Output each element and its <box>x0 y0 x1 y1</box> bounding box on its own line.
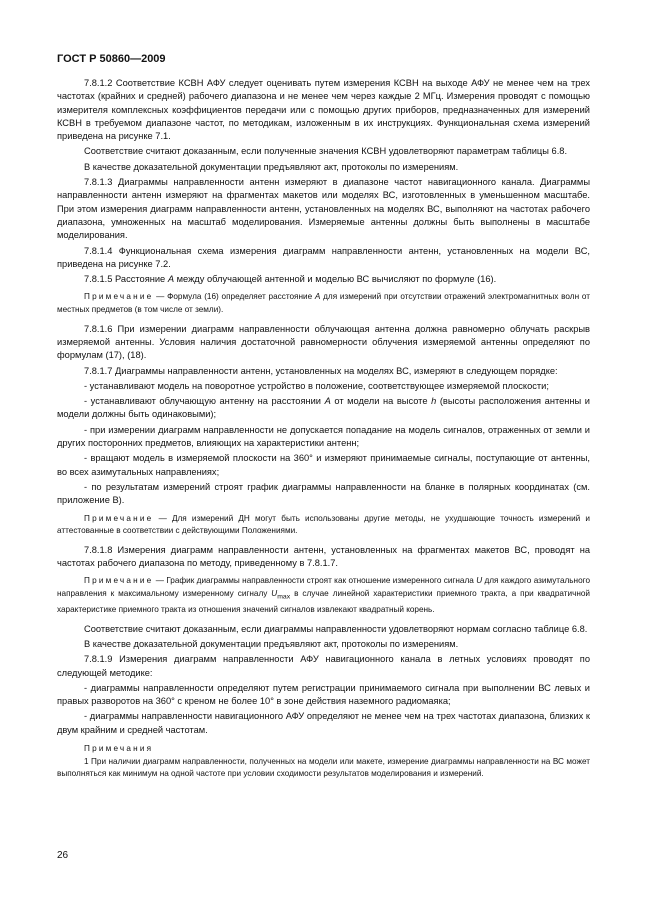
text-run: для измерений при отсутствии отражений электромагнитных волн от местных предметов (в том числе от земли). <box>57 292 590 315</box>
list-item: - устанавливают модель на поворотное устройство в положение, соответствующее измеряемой плоскости; <box>84 380 549 391</box>
text-run: для каждого азимутального направления к максимальному измеренному сигналу <box>57 576 590 598</box>
variable-u: U <box>476 576 483 586</box>
list-item: - при измерении диаграмм направленности не допускается попадание на модель сигналов, отраженных от земли и других посторонних предметов, влияющих на характеристики антенн; <box>57 424 590 449</box>
text-run: - устанавливают облучающую антенну на расстоянии <box>84 396 325 407</box>
paragraph-documentation-1: В качестве доказательной документации предъявляют акт, протоколы по измерениям. <box>84 161 459 172</box>
list-item: - вращают модель в измеряемой плоскости на 360° и измеряют принимаемые сигналы, поступающие от антенны, во всех азимутальных направлениях; <box>57 453 590 477</box>
document-body <box>57 77 590 781</box>
note-dn-methods <box>57 513 590 538</box>
document-header: ГОСТ Р 50860—2009 <box>57 53 166 65</box>
variable-u-max: U <box>271 588 278 598</box>
list-item: - по результатам измерений строят график диаграммы направленности на бланке в полярных координатах (см. приложение В). <box>57 481 590 506</box>
variable-a: А <box>324 396 331 407</box>
paragraph-7-8-1-6: 7.8.1.6 При измерении диаграмм направленности облучающая антенна должна равномерно облучать раскрыв измеряемой антенны. Условия наличия достаточной равномерности облучения измеряемой антенны определяют по формулам (17), (18). <box>57 323 590 361</box>
note-formula-16 <box>57 291 590 316</box>
subscript-max: max <box>277 593 291 601</box>
variable-a: А <box>167 274 175 285</box>
text-run: в случае линейной характеристики приемного тракта, а при квадратичной характеристике приемного тракта из отношения значений сигналов извлекают квадратный корень. <box>57 588 591 615</box>
paragraph-compliance-1: Соответствие считают доказанным, если полученные значения КСВН удовлетворяют параметрам таблицы 6.8. <box>84 146 568 157</box>
text-run: между облучающей антенной и моделью ВС вычисляют по формуле (16). <box>174 274 497 285</box>
variable-a: А <box>314 292 321 302</box>
note-label: Примечание <box>84 576 154 586</box>
page-number: 26 <box>57 850 69 861</box>
note-graph <box>57 575 590 616</box>
paragraph-7-8-1-8: 7.8.1.8 Измерения диаграмм направленности антенн, установленных на фрагментах макетов ВС, проводят на частотах рабочего диапазона по методу, приведенному в 7.8.1.7. <box>57 544 590 568</box>
text-run: — График диаграммы направленности строят как отношение измеренного сигнала <box>153 576 477 586</box>
paragraph-7-8-1-7: 7.8.1.7 Диаграммы направленности антенн, установленных на моделях ВС, измеряют в следующем порядке: <box>84 365 558 376</box>
note-label: Примечание <box>84 513 154 523</box>
text-run: от модели на высоте <box>330 396 432 407</box>
paragraph-documentation-2: В качестве доказательной документации предъявляют акт, протоколы по измерениям. <box>84 639 459 649</box>
variable-h: h <box>431 396 437 407</box>
text-run: — Для измерений ДН могут быть использованы другие методы, не ухудшающие точность измерений и аттестованные в соответствии с действующими Положениями. <box>57 513 590 536</box>
text-run: 7.8.1.5 Расстояние <box>84 274 168 285</box>
text-run: (высоты расположения антенны и модели должны быть одинаковыми); <box>57 396 591 420</box>
paragraph-7-8-1-3: 7.8.1.3 Диаграммы направленности антенн измеряют в диапазоне частот навигационного канала. Диаграммы направленности антенн измеряют на фрагментах макетов или моделях ВС, изготовленных в уменьшенном масштабе. При этом измерения диаграмм направленности антенн, установленных на моделях ВС, выполняют на частотах рабочего диапазона, умноженных на масштаб моделирования. Измеряемые антенны должны быть выполнены в масштабе моделирования. <box>57 177 590 241</box>
paragraph-7-8-1-4: 7.8.1.4 Функциональная схема измерения диаграмм направленности антенн, установленных на модели ВС, приведена на рисунке 7.2. <box>57 245 590 269</box>
list-item: - диаграммы направленности навигационного АФУ определяют не менее чем на трех частотах диапазона, близких к двум крайним и средней частотам. <box>57 711 590 735</box>
paragraph-7-8-1-5 <box>57 273 590 286</box>
text-run: — Формула (16) определяет расстояние <box>153 292 315 302</box>
notes-title: Примечания <box>84 744 154 754</box>
note-label: Примечание <box>84 292 154 302</box>
list-item: - диаграммы направленности определяют путем регистрации принимаемого сигнала при выполнении ВС левых и правых разворотов на 360° с креном не более 10° в зоне действия наземного радиомаяка; <box>57 682 590 707</box>
list-item <box>57 395 590 422</box>
note-model-measurement: 1 При наличии диаграмм направленности, полученных на модели или макете, измерение диаграммы направленности на ВС может выполняться как минимум на одной частоте при условии сходимости результатов моделирования и измерений. <box>57 756 590 779</box>
paragraph-7-8-1-2: 7.8.1.2 Соответствие КСВН АФУ следует оценивать путем измерения КСВН на выходе АФУ не менее чем на трех частотах (крайних и средней) рабочего диапазона и не менее чем через каждые 2 МГц. Измерения проводят с помощью измерителя комплексных коэффициентов передачи или с помощью других приборов, предназначенных для измерений КСВН в требуемом диапазоне частот, по методикам, изложенным в их инструкциях. Функциональная схема измерений приведена на рисунке 7.1. <box>57 78 590 142</box>
paragraph-7-8-1-9: 7.8.1.9 Измерения диаграмм направленности АФУ навигационного канала в летных условиях проводят по следующей методике: <box>57 654 590 678</box>
paragraph-compliance-2: Соответствие считают доказанным, если диаграммы направленности удовлетворяют нормам согласно таблице 6.8. <box>84 623 588 634</box>
